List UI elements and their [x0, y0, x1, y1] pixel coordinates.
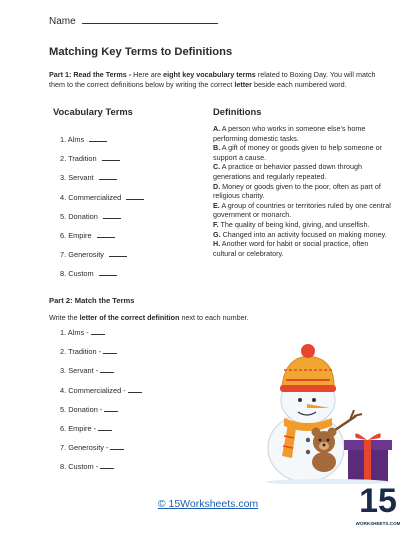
part2-text2: next to each number.: [179, 313, 249, 322]
match-item: [60, 366, 142, 385]
definitions-heading: Definitions: [213, 106, 262, 117]
match-item: [60, 328, 142, 347]
vocab-item: [60, 212, 144, 231]
match-term: 2. Tradition -: [60, 347, 102, 357]
part1-text3: beside each numbered word.: [251, 80, 347, 89]
part1-heading: Part 1: Read the Terms -: [49, 70, 132, 79]
vocab-term: 6. Empire: [60, 230, 92, 240]
part2-instructions: [49, 313, 249, 322]
vocab-term: 2. Tradition: [60, 154, 97, 164]
definition-text: A group of countries or territories ruled by one central government or monarch.: [213, 200, 391, 220]
answer-blank[interactable]: [99, 269, 117, 276]
definition-text: A gift of money or goods given to help someone or support a cause.: [213, 143, 383, 162]
match-term: 4. Commercialized -: [60, 385, 126, 395]
definition-item: [213, 239, 391, 258]
definition-text: A person who works in someone else's home performing domestic tasks.: [213, 124, 366, 143]
vocab-item: [60, 231, 144, 250]
name-line[interactable]: [82, 14, 218, 24]
part2-text1: Write the: [49, 313, 80, 322]
part1-text1: Here are: [131, 70, 164, 79]
vocab-list: [60, 135, 144, 289]
part2-bold: letter of the correct definition: [79, 313, 180, 322]
match-blank[interactable]: [110, 443, 124, 450]
vocab-item: [60, 173, 144, 192]
part2-heading: Part 2: Match the Terms: [49, 296, 135, 305]
match-term: 1. Alms -: [60, 328, 89, 337]
answer-blank[interactable]: [103, 212, 121, 219]
match-blank[interactable]: [128, 386, 142, 393]
vocab-item: [60, 154, 144, 173]
vocab-item: [60, 135, 144, 154]
answer-blank[interactable]: [126, 193, 144, 200]
answer-blank[interactable]: [97, 231, 115, 238]
definition-item: [213, 230, 391, 240]
match-blank[interactable]: [100, 366, 114, 373]
match-item: [60, 386, 142, 405]
definition-item: [213, 220, 391, 230]
definition-letter: E.: [213, 200, 220, 210]
logo-text: WORKSHEETS.COM: [356, 521, 400, 526]
definition-letter: H.: [213, 239, 221, 249]
match-list: [60, 328, 142, 482]
part1-bold2: letter: [234, 80, 252, 89]
answer-blank[interactable]: [89, 135, 107, 142]
definition-item: [213, 143, 391, 162]
match-term: 3. Servant -: [60, 366, 99, 376]
match-item: [60, 424, 142, 443]
vocab-term: 4. Commercialized: [60, 192, 122, 202]
vocab-item: [60, 193, 144, 212]
match-item: [60, 405, 142, 424]
definition-letter: G.: [213, 229, 221, 239]
definitions-list: [213, 124, 391, 258]
match-term: 6. Empire -: [60, 423, 97, 433]
match-blank[interactable]: [100, 462, 114, 469]
definition-letter: A.: [213, 124, 221, 133]
definition-text: Money or goods given to the poor, often as part of religious charity.: [213, 181, 381, 201]
definition-item: [213, 162, 391, 181]
match-term: 8. Custom -: [60, 462, 99, 472]
match-blank[interactable]: [98, 424, 112, 431]
vocab-term: 7. Generosity: [60, 250, 104, 260]
name-label: Name: [49, 16, 76, 27]
match-term: 7. Generosity -: [60, 443, 109, 453]
snowman-illustration: [264, 336, 392, 484]
name-field[interactable]: [49, 14, 218, 27]
footer-text[interactable]: © 15Worksheets.com: [157, 498, 259, 510]
part1-text2: related to Boxing Day. You will match them to the correct definitions below by writing the correct: [49, 70, 376, 89]
footer-link[interactable]: [0, 498, 416, 510]
answer-blank[interactable]: [99, 173, 117, 180]
vocab-item: [60, 269, 144, 288]
match-term: 5. Donation -: [60, 404, 103, 414]
part1-bold1: eight key vocabulary terms: [163, 70, 256, 79]
logo-number: 15: [359, 482, 397, 520]
vocab-item: [60, 250, 144, 269]
match-item: [60, 462, 142, 481]
part1-intro: [49, 70, 383, 90]
definition-item: [213, 124, 391, 143]
definition-item: [213, 201, 391, 220]
definition-letter: D.: [213, 181, 221, 191]
definition-text: The quality of being kind, giving, and unselfish.: [218, 219, 370, 229]
definition-text: Another word for habit or social practice, often cultural or celebratory.: [213, 239, 369, 258]
definition-letter: B.: [213, 143, 221, 153]
definition-text: Changed into an activity focused on making money.: [220, 229, 387, 239]
answer-blank[interactable]: [102, 154, 120, 161]
match-item: [60, 347, 142, 366]
definition-letter: F.: [213, 219, 219, 229]
vocab-term: 3. Servant: [60, 173, 94, 183]
vocab-heading: Vocabulary Terms: [53, 106, 133, 117]
match-item: [60, 443, 142, 462]
definition-letter: C.: [213, 162, 221, 172]
match-blank[interactable]: [103, 347, 117, 354]
definition-item: [213, 182, 391, 201]
answer-blank[interactable]: [109, 250, 127, 257]
vocab-term: 8. Custom: [60, 269, 94, 279]
vocab-term: 1. Alms: [60, 135, 85, 144]
match-blank[interactable]: [91, 328, 105, 335]
page-title: Matching Key Terms to Definitions: [49, 46, 233, 58]
site-logo: [356, 479, 400, 531]
definition-text: A practice or behavior passed down through generations and regularly repeated.: [213, 162, 363, 181]
vocab-term: 5. Donation: [60, 211, 98, 221]
match-blank[interactable]: [104, 405, 118, 412]
